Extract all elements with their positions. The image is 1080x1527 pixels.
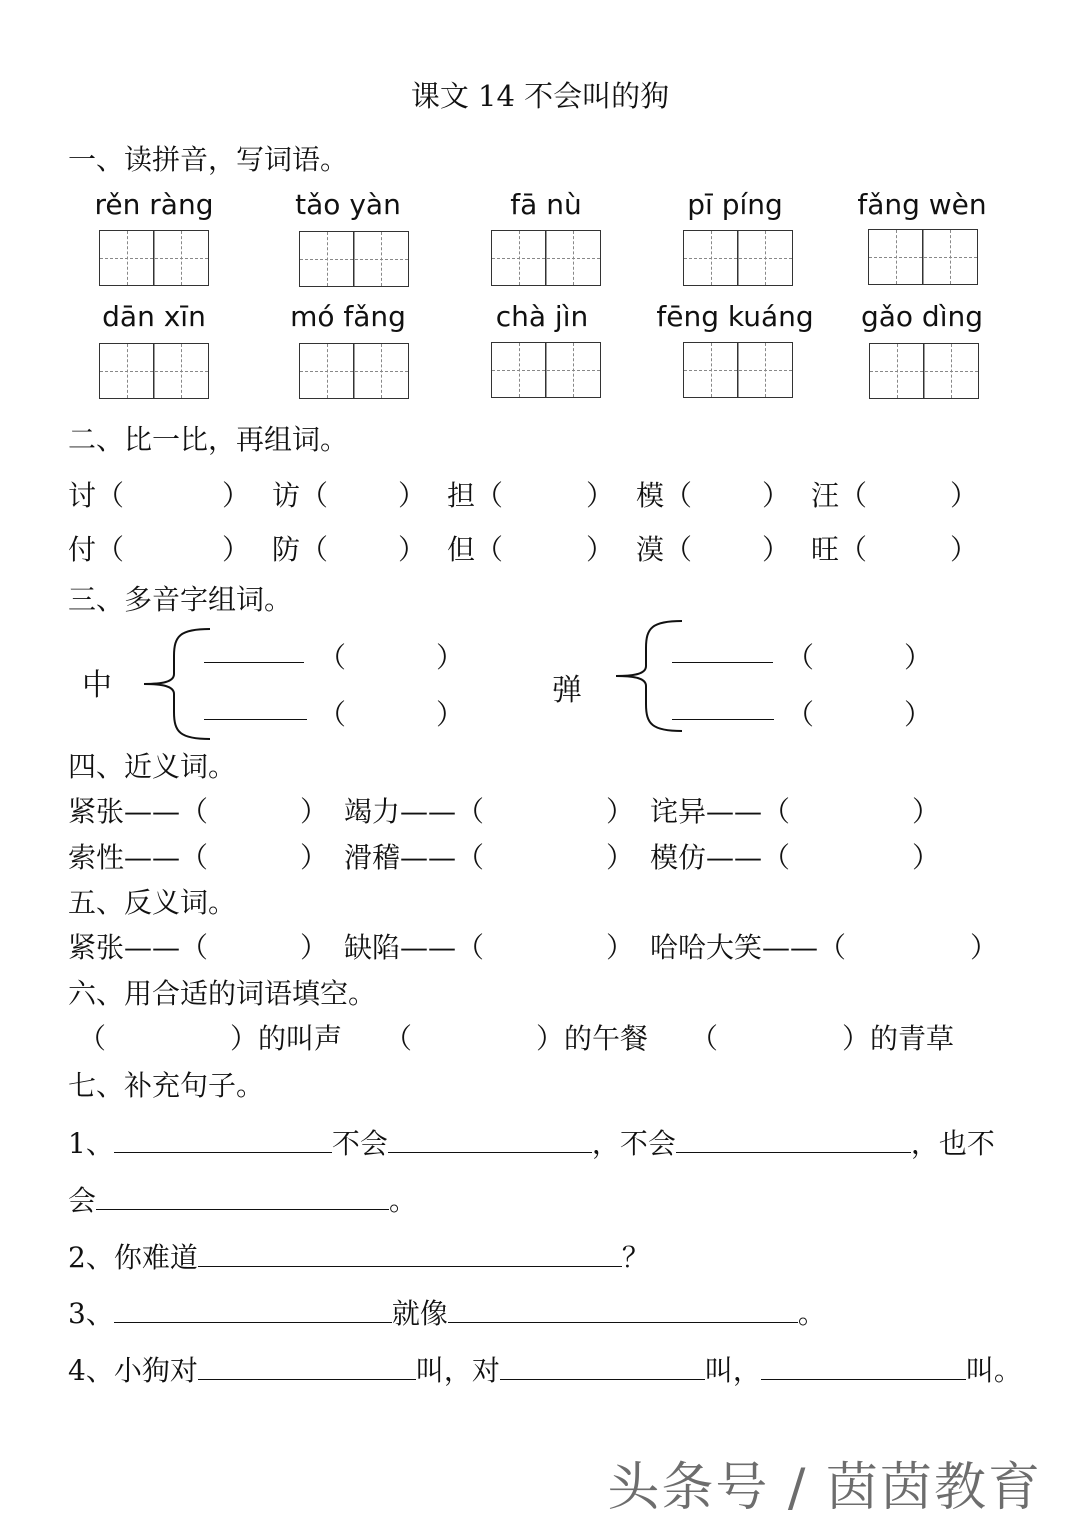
pinyin: pī píng <box>687 188 783 221</box>
compare-item: 但（ <box>447 533 504 566</box>
paren-close: ） <box>300 931 329 964</box>
pinyin: fēng kuáng <box>656 300 814 333</box>
tianzige-box[interactable] <box>683 230 793 286</box>
text: 2、你难道 <box>68 1241 198 1274</box>
paren-open: （ <box>318 698 347 731</box>
synonym-item: 模仿——（ <box>650 841 791 874</box>
fill-phrase: ）的叫声 <box>230 1022 343 1055</box>
tianzige-box[interactable] <box>683 342 793 398</box>
compare-item: 模（ <box>636 479 693 512</box>
text: ，不会 <box>591 1127 676 1160</box>
section-1-heading: 一、读拼音，写词语。 <box>68 143 349 176</box>
paren-close: ） <box>912 795 941 828</box>
tianzige-box[interactable] <box>491 230 601 286</box>
antonym-item: 哈哈大笑——（ <box>650 931 847 964</box>
section-3-heading: 三、多音字组词。 <box>68 583 293 616</box>
compare-item-close: ） <box>950 479 979 512</box>
pinyin: mó fǎng <box>290 300 406 333</box>
text: 叫，对 <box>415 1354 500 1387</box>
paren-close: ） <box>912 841 941 874</box>
compare-item-close: ） <box>950 533 979 566</box>
compare-item-close: ） <box>398 533 427 566</box>
sentence-2 <box>68 1236 650 1276</box>
section-7-heading: 七、补充句子。 <box>68 1069 265 1102</box>
pinyin: chà jìn <box>495 300 589 333</box>
synonym-item: 诧异——（ <box>650 795 791 828</box>
sentence-3 <box>68 1292 826 1332</box>
compare-item: 讨（ <box>68 479 125 512</box>
paren-close: ） <box>606 795 635 828</box>
fill-blank[interactable] <box>114 1294 392 1323</box>
compare-item: 担（ <box>447 479 504 512</box>
text: 不会 <box>331 1127 388 1160</box>
text: ？ <box>621 1241 650 1274</box>
paren-close: ） <box>436 698 465 731</box>
compare-item: 访（ <box>272 479 329 512</box>
compare-item: 汪（ <box>811 479 868 512</box>
paren-open: （ <box>384 1022 413 1055</box>
synonym-item: 竭力——（ <box>344 795 485 828</box>
pinyin: gǎo dìng <box>860 300 984 333</box>
section-2-heading: 二、比一比，再组词。 <box>68 423 349 456</box>
compare-item-close: ） <box>586 479 615 512</box>
page-title: 课文 14 不会叫的狗 <box>410 79 670 113</box>
text: 叫， <box>704 1354 761 1387</box>
pinyin: fǎng wèn <box>857 188 987 221</box>
fill-blank[interactable] <box>204 719 307 720</box>
compare-item-close: ） <box>762 479 791 512</box>
paren-close: ） <box>606 931 635 964</box>
section-4-heading: 四、近义词。 <box>68 750 237 783</box>
paren-close: ） <box>300 795 329 828</box>
compare-item-close: ） <box>398 479 427 512</box>
text: 会 <box>68 1184 97 1217</box>
paren-close: ） <box>300 841 329 874</box>
tianzige-box[interactable] <box>869 343 979 399</box>
paren-close: ） <box>970 931 999 964</box>
paren-open: （ <box>786 641 815 674</box>
tianzige-box[interactable] <box>299 231 409 287</box>
text: 叫。 <box>965 1354 1022 1387</box>
synonym-item: 索性——（ <box>68 841 209 874</box>
text: ，也不 <box>910 1127 995 1160</box>
fill-blank[interactable] <box>204 662 304 663</box>
sentence-1-cont <box>68 1179 417 1219</box>
compare-item: 防（ <box>272 533 329 566</box>
fill-blank[interactable] <box>672 662 773 663</box>
fill-phrase: ）的青草 <box>842 1022 955 1055</box>
pinyin: tǎo yàn <box>295 188 401 221</box>
fill-blank[interactable] <box>676 1124 911 1153</box>
fill-blank[interactable] <box>672 719 774 720</box>
paren-close: ） <box>436 641 465 674</box>
fill-phrase: ）的午餐 <box>536 1022 649 1055</box>
paren-close: ） <box>904 698 933 731</box>
synonym-item: 紧张——（ <box>68 795 209 828</box>
tianzige-box[interactable] <box>99 343 209 399</box>
polyphone-char: 中 <box>82 668 112 703</box>
sentence-1 <box>68 1122 995 1162</box>
pinyin: rěn ràng <box>94 188 214 221</box>
text: 。 <box>797 1297 826 1330</box>
compare-item: 漠（ <box>636 533 693 566</box>
paren-open: （ <box>786 698 815 731</box>
fill-blank[interactable] <box>198 1351 416 1380</box>
text: 。 <box>389 1184 418 1217</box>
fill-blank[interactable] <box>198 1238 622 1267</box>
compare-item-close: ） <box>222 533 251 566</box>
watermark: 头条号 / 茵茵教育 <box>607 1458 1042 1518</box>
antonym-item: 紧张——（ <box>68 931 209 964</box>
paren-open: （ <box>690 1022 719 1055</box>
fill-blank[interactable] <box>96 1181 389 1210</box>
fill-blank[interactable] <box>114 1124 332 1153</box>
paren-open: （ <box>318 641 347 674</box>
compare-item: 旺（ <box>811 533 868 566</box>
paren-close: ） <box>904 641 933 674</box>
sentence-4 <box>68 1349 1022 1389</box>
section-5-heading: 五、反义词。 <box>68 886 237 919</box>
synonym-item: 滑稽——（ <box>344 841 485 874</box>
brace-icon <box>140 626 216 742</box>
fill-blank[interactable] <box>388 1124 592 1153</box>
text: 4、小狗对 <box>68 1354 198 1387</box>
antonym-item: 缺陷——（ <box>344 931 485 964</box>
paren-open: （ <box>78 1022 107 1055</box>
polyphone-char: 弹 <box>552 673 582 708</box>
compare-item-close: ） <box>586 533 615 566</box>
compare-item-close: ） <box>222 479 251 512</box>
text: 1、 <box>68 1127 114 1160</box>
brace-icon <box>612 618 688 734</box>
pinyin: dān xīn <box>102 300 206 333</box>
text: 就像 <box>391 1297 448 1330</box>
fill-blank[interactable] <box>448 1294 798 1323</box>
compare-item: 付（ <box>68 533 125 566</box>
compare-item-close: ） <box>762 533 791 566</box>
fill-blank[interactable] <box>761 1351 966 1380</box>
pinyin: fā nù <box>510 188 582 221</box>
tianzige-box[interactable] <box>99 230 209 286</box>
section-6-heading: 六、用合适的词语填空。 <box>68 977 377 1010</box>
paren-close: ） <box>606 841 635 874</box>
fill-blank[interactable] <box>500 1351 705 1380</box>
tianzige-box[interactable] <box>299 343 409 399</box>
tianzige-box[interactable] <box>868 229 978 285</box>
tianzige-box[interactable] <box>491 342 601 398</box>
text: 3、 <box>68 1297 114 1330</box>
